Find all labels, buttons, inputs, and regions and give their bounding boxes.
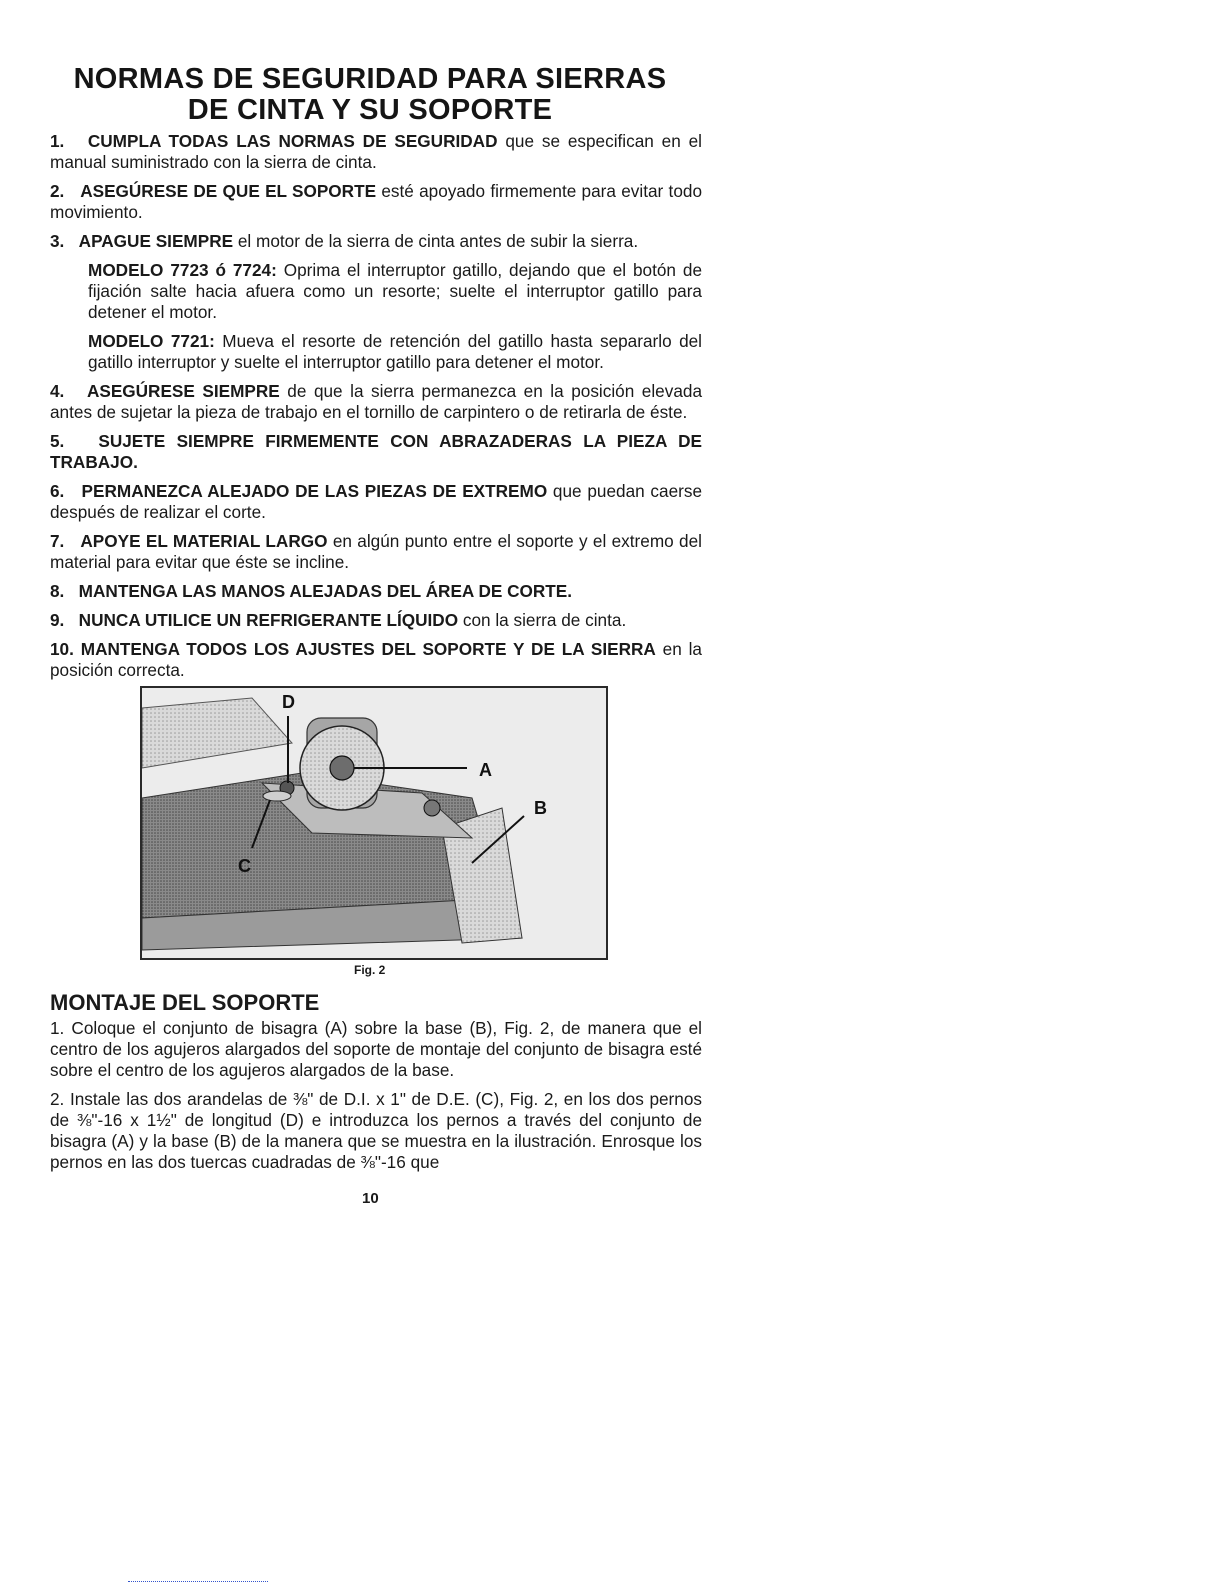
assembly-steps bbox=[50, 1018, 702, 1181]
rule-lead: APOYE EL MATERIAL LARGO bbox=[80, 531, 328, 551]
rule-number: 9. bbox=[50, 610, 65, 630]
rule-number: 8. bbox=[50, 581, 65, 601]
rule-text: que se especifican en el manual suministrado con la sierra de cinta. bbox=[50, 131, 702, 172]
subrule-text: Mueva el resorte de retención del gatillo hasta separarlo del gatillo interruptor y suelte el interruptor gatillo para detener el motor. bbox=[88, 331, 703, 372]
rule-text: con la sierra de cinta. bbox=[458, 610, 627, 630]
rule-number: 5. bbox=[50, 431, 65, 451]
rule-7 bbox=[50, 531, 702, 573]
title-line-1: NORMAS DE SEGURIDAD PARA SIERRAS bbox=[73, 63, 667, 95]
rule-6 bbox=[50, 481, 702, 523]
rule-text: esté apoyado firmemente para evitar todo movimiento. bbox=[50, 181, 702, 222]
rule-4 bbox=[50, 381, 702, 423]
rule-lead: NUNCA UTILICE UN REFRIGERANTE LÍQUIDO bbox=[78, 610, 459, 630]
rule-text: de que la sierra permanezca en la posición elevada antes de sujetar la pieza de trabajo en el tornillo de carpintero o de retirarla de éste. bbox=[50, 381, 703, 422]
rule-text: en la posición correcta. bbox=[50, 639, 702, 680]
rule-9 bbox=[50, 610, 702, 631]
subrule-lead: MODELO 7723 ó 7724: bbox=[88, 260, 277, 280]
rule-lead: CUMPLA TODAS LAS NORMAS DE SEGURIDAD bbox=[87, 131, 498, 151]
rule-number: 7. bbox=[50, 531, 65, 551]
subrule-model-7723 bbox=[88, 260, 702, 323]
subrule-text: Oprima el interruptor gatillo, dejando que el botón de fijación salte hacia afuera como un resorte; suelte el interruptor gatillo para detener el motor. bbox=[88, 260, 703, 322]
rule-number: 3. bbox=[50, 231, 65, 251]
rule-text: que puedan caerse después de realizar el corte. bbox=[50, 481, 702, 522]
rule-number: 10. bbox=[50, 639, 74, 659]
rule-number: 6. bbox=[50, 481, 65, 501]
label-a: A bbox=[479, 760, 492, 780]
rule-lead: ASEGÚRESE SIEMPRE bbox=[86, 381, 280, 401]
title-line-2: DE CINTA Y SU SOPORTE bbox=[187, 94, 553, 126]
label-d: D bbox=[282, 692, 295, 712]
rule-10 bbox=[50, 639, 702, 681]
assembly-step-1: 1. Coloque el conjunto de bisagra (A) sobre la base (B), Fig. 2, de manera que el centro de los agujeros alargados del soporte de montaje del conjunto de bisagra esté sobre el centro de los agujeros alargados de la base. bbox=[50, 1018, 702, 1080]
rule-5 bbox=[50, 431, 702, 473]
section-title: MONTAJE DEL SOPORTE bbox=[50, 990, 320, 1015]
rule-number: 2. bbox=[50, 181, 65, 201]
rule-text: el motor de la sierra de cinta antes de subir la sierra. bbox=[233, 231, 639, 251]
page-number: 10 bbox=[362, 1190, 379, 1207]
bolt-right bbox=[424, 800, 440, 816]
rule-8 bbox=[50, 581, 702, 602]
subrule-lead: MODELO 7721: bbox=[88, 331, 215, 351]
rule-2 bbox=[50, 181, 702, 223]
rule-number: 1. bbox=[50, 131, 65, 151]
rule-number: 4. bbox=[50, 381, 65, 401]
hinge-assembly-illustration bbox=[142, 688, 606, 958]
washer-c bbox=[263, 791, 291, 801]
hinge-bolt-head bbox=[330, 756, 354, 780]
rule-lead: APAGUE SIEMPRE bbox=[78, 231, 234, 251]
page-title bbox=[60, 64, 680, 126]
assembly-step-2: 2. Instale las dos arandelas de ⅜" de D.I. x 1" de D.E. (C), Fig. 2, en los dos pernos de ⅜"-16 x 1½" de longitud (D) e introduzca los pernos a través del conjunto de bisagra (A) y la base (B) de la manera que se muestra en la ilustración. Enrosque los pernos en las dos tuercas cuadradas de ⅜"-16 que bbox=[50, 1089, 702, 1172]
figure-caption: Fig. 2 bbox=[354, 963, 386, 977]
rule-1 bbox=[50, 131, 702, 173]
bottom-link-underline bbox=[128, 1580, 268, 1582]
figure-hinge-assembly bbox=[140, 686, 608, 960]
subrule-model-7721 bbox=[88, 331, 702, 373]
label-c: C bbox=[238, 856, 251, 876]
rule-lead: PERMANEZCA ALEJADO DE LAS PIEZAS DE EXTREMO bbox=[81, 481, 548, 501]
rule-lead: MANTENGA LAS MANOS ALEJADAS DEL ÁREA DE CORTE. bbox=[78, 581, 573, 601]
label-b: B bbox=[534, 798, 547, 818]
rule-lead: SUJETE SIEMPRE FIRMEMENTE CON ABRAZADERAS LA PIEZA DE TRABAJO. bbox=[50, 431, 703, 472]
rule-text: en algún punto entre el soporte y el extremo del material para evitar que éste se incline. bbox=[50, 531, 702, 572]
rule-lead: MANTENGA TODOS LOS AJUSTES DEL SOPORTE Y DE LA SIERRA bbox=[80, 639, 656, 659]
rule-3 bbox=[50, 231, 702, 252]
safety-rules-list bbox=[50, 131, 702, 689]
rule-lead: ASEGÚRESE DE QUE EL SOPORTE bbox=[80, 181, 377, 201]
